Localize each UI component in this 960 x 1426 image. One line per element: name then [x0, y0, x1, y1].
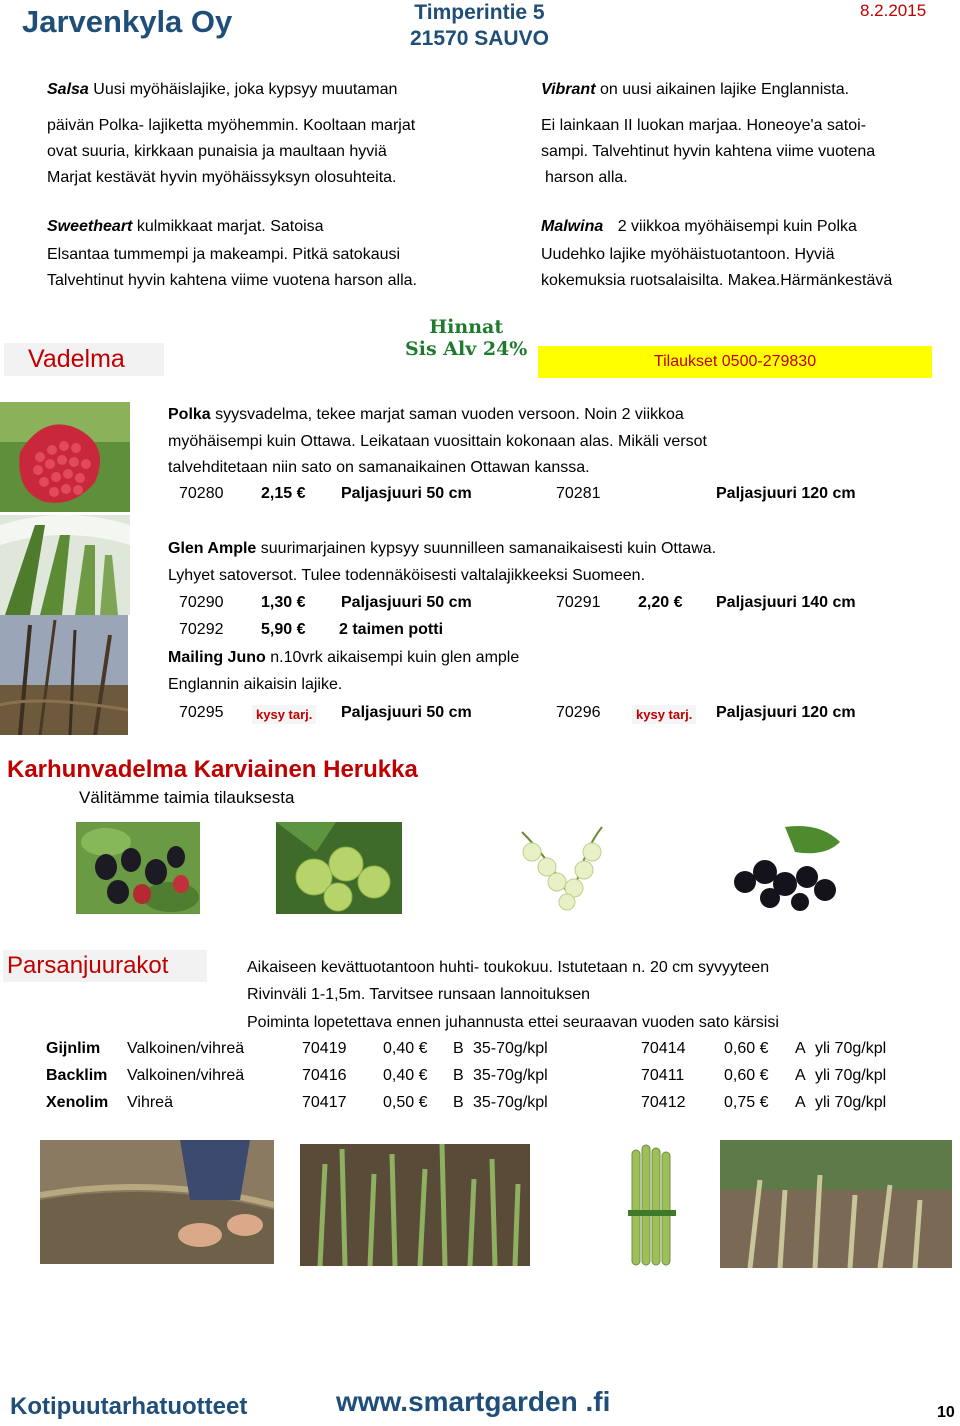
document-date: 8.2.2015 — [860, 1, 927, 20]
asparagus-row-name: Xenolim — [46, 1094, 109, 1111]
glen-desc2: Paljasjuuri 140 cm — [716, 594, 856, 611]
juno-line2: Englannin aikaisin lajike. — [168, 676, 343, 693]
gooseberry-photo — [276, 822, 402, 914]
asparagus-line3: Poiminta lopetettava ennen juhannusta ettei seuraavan vuoden sato kärsisi — [247, 1014, 779, 1031]
polka-name: Polka — [168, 406, 211, 423]
glen-price3: 5,90 € — [261, 621, 306, 638]
juno-desc1: Paljasjuuri 50 cm — [341, 704, 472, 721]
bundle-illustration — [620, 1140, 686, 1270]
asparagus-row-size-b: 35-70g/kpl — [473, 1040, 548, 1057]
juno-desc2: Paljasjuuri 120 cm — [716, 704, 856, 721]
glen-code3: 70292 — [179, 621, 224, 638]
asparagus-row-grade-b: B — [453, 1040, 464, 1057]
glen-desc1: Paljasjuuri 50 cm — [341, 594, 472, 611]
stamp-title: Hinnat — [429, 316, 504, 338]
company-name: Jarvenkyla Oy — [22, 4, 233, 39]
asparagus-row-size-a: yli 70g/kpl — [815, 1067, 887, 1084]
asparagus-planting-photo — [40, 1140, 274, 1264]
tunnel-illustration — [0, 515, 130, 615]
asparagus-row-color: Vihreä — [127, 1094, 173, 1111]
polka-line3: talvehditetaan niin sato on samanaikainen Ottawan kanssa. — [168, 459, 590, 476]
vibrant-text1: on uusi aikainen lajike Englannista. — [599, 81, 850, 98]
berries-subtitle: Välitämme taimia tilauksesta — [79, 788, 295, 807]
vibrant-line3: sampi. Talvehtinut hyvin kahtena viime vuotena — [541, 143, 876, 160]
harvest-illustration — [720, 1140, 952, 1268]
asparagus-row-size-b: 35-70g/kpl — [473, 1067, 548, 1084]
raspberry-photo — [0, 402, 130, 512]
price-stamp — [405, 316, 527, 360]
asparagus-row-code-b: 70419 — [302, 1040, 347, 1057]
asparagus-row-name: Gijnlim — [46, 1040, 101, 1057]
polka-code1: 70280 — [179, 485, 224, 502]
canes-illustration — [0, 615, 128, 735]
sweetheart-name: Sweetheart — [47, 218, 133, 235]
order-phone-bar: Tilaukset 0500-279830 — [538, 346, 932, 378]
address-city: 21570 SAUVO — [410, 27, 549, 50]
asparagus-harvest-photo — [720, 1140, 952, 1268]
malwina-name: Malwina — [541, 218, 604, 235]
asparagus-section-label: Parsanjuurakot — [3, 950, 207, 982]
juno-price2: kysy tarj. — [632, 705, 696, 724]
juno-code1: 70295 — [179, 704, 224, 721]
polka-code2: 70281 — [556, 485, 601, 502]
sweetheart-line2: Elsantaa tummempi ja makeampi. Pitkä satokausi — [47, 246, 401, 263]
asparagus-row-price-b: 0,50 € — [383, 1094, 428, 1111]
asparagus-row-price-b: 0,40 € — [383, 1040, 428, 1057]
stamp-vat: Sis Alv 24% — [405, 338, 528, 360]
salsa-line4: Marjat kestävät hyvin myöhäissyksyn olosuhteita. — [47, 169, 397, 186]
vibrant-line1 — [541, 77, 849, 103]
sweetheart-line1 — [47, 214, 324, 240]
glen-price1: 1,30 € — [261, 594, 306, 611]
sweetheart-line3: Talvehtinut hyvin kahtena viime vuotena harson alla. — [47, 272, 417, 289]
field-illustration — [300, 1144, 530, 1266]
asparagus-row-code-a: 70412 — [641, 1094, 686, 1111]
juno-code2: 70296 — [556, 704, 601, 721]
asparagus-field-photo — [300, 1144, 530, 1266]
asparagus-row-color: Valkoinen/vihreä — [127, 1040, 245, 1057]
asparagus-row-size-a: yli 70g/kpl — [815, 1040, 887, 1057]
salsa-line2: päivän Polka- lajiketta myöhemmin. Kooltaan marjat — [47, 117, 416, 134]
company-address — [410, 0, 549, 52]
asparagus-row-grade-b: B — [453, 1067, 464, 1084]
asparagus-row-size-a: yli 70g/kpl — [815, 1094, 887, 1111]
polka-line1 — [168, 402, 684, 428]
salsa-text1: Uusi myöhäislajike, joka kypsyy muutaman — [93, 81, 398, 98]
glen-text1: suurimarjainen kypsyy suunnilleen samanaikaisesti kuin Ottawa. — [260, 540, 717, 557]
vibrant-line2: Ei lainkaan II luokan marjaa. Honeoye'a satoi- — [541, 117, 867, 134]
asparagus-row-code-a: 70414 — [641, 1040, 686, 1057]
salsa-line3: ovat suuria, kirkkaan punaisia ja maultaan hyviä — [47, 143, 387, 160]
juno-line1 — [168, 645, 519, 671]
blackberry-illustration — [76, 822, 200, 914]
juno-name: Mailing Juno — [168, 649, 266, 666]
raspberry-tunnel-photo — [0, 515, 130, 615]
malwina-line2: Uudehko lajike myöhäistuotantoon. Hyviä — [541, 246, 835, 263]
polka-desc1: Paljasjuuri 50 cm — [341, 485, 472, 502]
asparagus-row-grade-b: B — [453, 1094, 464, 1111]
asparagus-row-price-a: 0,60 € — [724, 1040, 769, 1057]
gooseberry-illustration — [276, 822, 402, 914]
page-number: 10 — [937, 1404, 955, 1421]
asparagus-line2: Rivinväli 1-1,5m. Tarvitsee runsaan lannoituksen — [247, 986, 590, 1003]
glen-line2: Lyhyet satoversot. Tulee todennäköisesti valtalajikkeeksi Suomeen. — [168, 567, 646, 584]
asparagus-row-color: Valkoinen/vihreä — [127, 1067, 245, 1084]
asparagus-row-price-a: 0,60 € — [724, 1067, 769, 1084]
vadelma-section-label: Vadelma — [4, 343, 164, 376]
asparagus-row-code-b: 70416 — [302, 1067, 347, 1084]
glen-code1: 70290 — [179, 594, 224, 611]
footer-brand: Kotipuutarhatuotteet — [10, 1393, 248, 1420]
address-street: Timperintie 5 — [414, 1, 545, 24]
polka-line2: myöhäisempi kuin Ottawa. Leikataan vuosittain kokonaan alas. Mikäli versot — [168, 433, 707, 450]
footer-website-link[interactable]: www.smartgarden .fi — [336, 1386, 611, 1417]
juno-price1: kysy tarj. — [252, 705, 316, 724]
blackcurrant-illustration — [725, 822, 853, 914]
juno-text1: n.10vrk aikaisempi kuin glen ample — [270, 649, 520, 666]
salsa-line1 — [47, 77, 397, 103]
malwina-text1: 2 viikkoa myöhäisempi kuin Polka — [617, 218, 857, 235]
asparagus-row-code-b: 70417 — [302, 1094, 347, 1111]
glen-desc3: 2 taimen potti — [339, 621, 444, 638]
planting-illustration — [40, 1140, 274, 1264]
polka-text1: syysvadelma, tekee marjat saman vuoden versoon. Noin 2 viikkoa — [215, 406, 684, 423]
asparagus-row-grade-a: A — [795, 1067, 806, 1084]
sweetheart-text1: kulmikkaat marjat. Satoisa — [136, 218, 324, 235]
polka-price1: 2,15 € — [261, 485, 306, 502]
glen-code2: 70291 — [556, 594, 601, 611]
asparagus-row-grade-a: A — [795, 1094, 806, 1111]
polka-desc2: Paljasjuuri 120 cm — [716, 485, 856, 502]
blackcurrant-photo — [725, 822, 853, 914]
asparagus-row-price-a: 0,75 € — [724, 1094, 769, 1111]
berries-title: Karhunvadelma Karviainen Herukka — [7, 756, 418, 783]
malwina-line3: kokemuksia ruotsalaisilta. Makea.Härmänkestävä — [541, 272, 893, 289]
asparagus-row-grade-a: A — [795, 1040, 806, 1057]
redcurrant-photo — [512, 822, 642, 914]
vibrant-line4: harson alla. — [545, 169, 628, 186]
glen-line1 — [168, 536, 716, 562]
malwina-line1 — [541, 214, 857, 240]
salsa-name: Salsa — [47, 81, 89, 98]
asparagus-row-size-b: 35-70g/kpl — [473, 1094, 548, 1111]
blackberry-photo — [76, 822, 200, 914]
glen-price2: 2,20 € — [638, 594, 683, 611]
redcurrant-illustration — [512, 822, 642, 914]
vibrant-name: Vibrant — [541, 81, 596, 98]
asparagus-row-name: Backlim — [46, 1067, 108, 1084]
asparagus-bundle-photo — [620, 1140, 686, 1270]
glen-name: Glen Ample — [168, 540, 257, 557]
asparagus-line1: Aikaiseen kevättuotantoon huhti- toukokuu. Istutetaan n. 20 cm syvyyteen — [247, 959, 770, 976]
asparagus-row-code-a: 70411 — [641, 1067, 685, 1084]
asparagus-row-price-b: 0,40 € — [383, 1067, 428, 1084]
raspberry-illustration — [0, 402, 130, 512]
raspberry-canes-photo — [0, 615, 128, 735]
